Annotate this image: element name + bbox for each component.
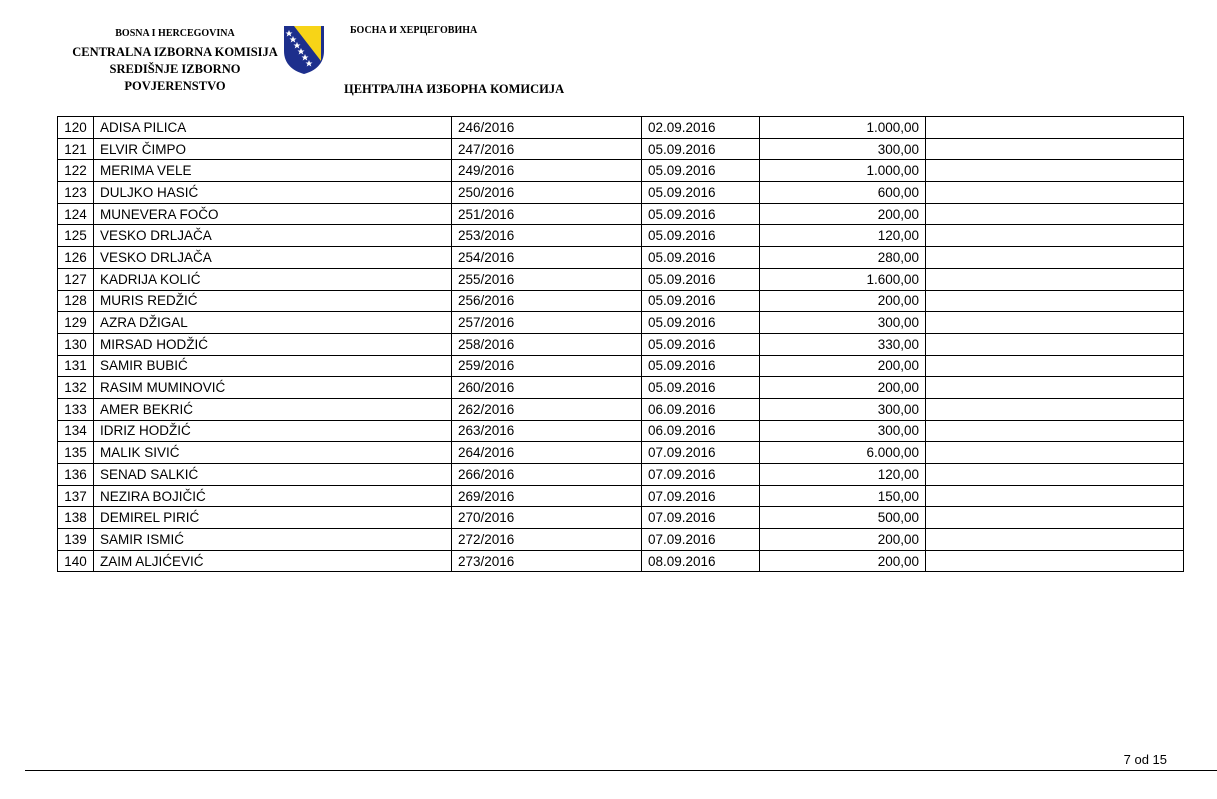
note-cell — [926, 442, 1184, 464]
payment-date-cell: 05.09.2016 — [642, 203, 760, 225]
amount-cell: 500,00 — [760, 507, 926, 529]
amount-cell: 300,00 — [760, 398, 926, 420]
note-cell — [926, 117, 1184, 139]
donor-name-cell: MIRSAD HODŽIĆ — [94, 333, 452, 355]
payment-date-cell: 07.09.2016 — [642, 485, 760, 507]
amount-cell: 200,00 — [760, 529, 926, 551]
table-row — [58, 247, 1184, 269]
payment-date-cell: 05.09.2016 — [642, 247, 760, 269]
header-commission-croatian: SREDIŠNJE IZBORNO POVJERENSTVO — [109, 62, 241, 93]
reference-number-cell: 264/2016 — [452, 442, 642, 464]
payment-date-cell: 05.09.2016 — [642, 268, 760, 290]
row-number-cell: 136 — [58, 464, 94, 486]
row-number-cell: 137 — [58, 485, 94, 507]
table-row — [58, 312, 1184, 334]
amount-cell: 120,00 — [760, 464, 926, 486]
row-number-cell: 140 — [58, 550, 94, 572]
note-cell — [926, 138, 1184, 160]
row-number-cell: 130 — [58, 333, 94, 355]
page-number: 7 od 15 — [1123, 752, 1167, 767]
footer-divider — [25, 770, 1217, 771]
payment-date-cell: 05.09.2016 — [642, 138, 760, 160]
reference-number-cell: 262/2016 — [452, 398, 642, 420]
header-latin — [60, 25, 290, 95]
payment-date-cell: 05.09.2016 — [642, 333, 760, 355]
donor-name-cell: ELVIR ČIMPO — [94, 138, 452, 160]
note-cell — [926, 268, 1184, 290]
donor-name-cell: ADISA PILICA — [94, 117, 452, 139]
amount-cell: 280,00 — [760, 247, 926, 269]
row-number-cell: 132 — [58, 377, 94, 399]
table-row — [58, 377, 1184, 399]
donor-name-cell: NEZIRA BOJIČIĆ — [94, 485, 452, 507]
reference-number-cell: 258/2016 — [452, 333, 642, 355]
donor-name-cell: AZRA DŽIGAL — [94, 312, 452, 334]
reference-number-cell: 256/2016 — [452, 290, 642, 312]
amount-cell: 200,00 — [760, 550, 926, 572]
donor-name-cell: SAMIR ISMIĆ — [94, 529, 452, 551]
amount-cell: 200,00 — [760, 377, 926, 399]
row-number-cell: 138 — [58, 507, 94, 529]
note-cell — [926, 312, 1184, 334]
payment-date-cell: 05.09.2016 — [642, 225, 760, 247]
payment-date-cell: 06.09.2016 — [642, 398, 760, 420]
table-row — [58, 160, 1184, 182]
note-cell — [926, 485, 1184, 507]
table-row — [58, 420, 1184, 442]
row-number-cell: 126 — [58, 247, 94, 269]
row-number-cell: 128 — [58, 290, 94, 312]
amount-cell: 1.000,00 — [760, 160, 926, 182]
amount-cell: 300,00 — [760, 420, 926, 442]
note-cell — [926, 355, 1184, 377]
payment-date-cell: 05.09.2016 — [642, 290, 760, 312]
table-row — [58, 182, 1184, 204]
note-cell — [926, 247, 1184, 269]
payment-date-cell: 05.09.2016 — [642, 312, 760, 334]
donor-name-cell: ZAIM ALJIĆEVIĆ — [94, 550, 452, 572]
table-row — [58, 485, 1184, 507]
row-number-cell: 125 — [58, 225, 94, 247]
row-number-cell: 139 — [58, 529, 94, 551]
header-commission-latin: CENTRALNA IZBORNA KOMISIJA — [72, 45, 278, 59]
table-row — [58, 507, 1184, 529]
payment-date-cell: 07.09.2016 — [642, 507, 760, 529]
table-row — [58, 333, 1184, 355]
table-row — [58, 550, 1184, 572]
reference-number-cell: 270/2016 — [452, 507, 642, 529]
note-cell — [926, 225, 1184, 247]
table-row — [58, 117, 1184, 139]
donor-name-cell: MALIK SIVIĆ — [94, 442, 452, 464]
donor-name-cell: VESKO DRLJAČA — [94, 247, 452, 269]
reference-number-cell: 247/2016 — [452, 138, 642, 160]
payment-date-cell: 05.09.2016 — [642, 160, 760, 182]
note-cell — [926, 182, 1184, 204]
header-commission-cyrillic: ЦЕНТРАЛНА ИЗБОРНА КОМИСИЈА — [344, 82, 565, 96]
table-row — [58, 268, 1184, 290]
reference-number-cell: 269/2016 — [452, 485, 642, 507]
payment-date-cell: 07.09.2016 — [642, 529, 760, 551]
row-number-cell: 134 — [58, 420, 94, 442]
donor-name-cell: DEMIREL PIRIĆ — [94, 507, 452, 529]
reference-number-cell: 254/2016 — [452, 247, 642, 269]
table-row — [58, 464, 1184, 486]
reference-number-cell: 266/2016 — [452, 464, 642, 486]
reference-number-cell: 251/2016 — [452, 203, 642, 225]
amount-cell: 200,00 — [760, 355, 926, 377]
note-cell — [926, 398, 1184, 420]
note-cell — [926, 550, 1184, 572]
reference-number-cell: 257/2016 — [452, 312, 642, 334]
amount-cell: 300,00 — [760, 312, 926, 334]
table-row — [58, 442, 1184, 464]
payment-date-cell: 07.09.2016 — [642, 442, 760, 464]
row-number-cell: 129 — [58, 312, 94, 334]
header-country-latin: BOSNA I HERCEGOVINA — [115, 28, 235, 39]
amount-cell: 120,00 — [760, 225, 926, 247]
note-cell — [926, 377, 1184, 399]
payment-date-cell: 05.09.2016 — [642, 355, 760, 377]
donor-name-cell: IDRIZ HODŽIĆ — [94, 420, 452, 442]
row-number-cell: 127 — [58, 268, 94, 290]
donor-name-cell: RASIM MUMINOVIĆ — [94, 377, 452, 399]
coat-of-arms-icon — [283, 25, 325, 75]
header-country-cyrillic: БОСНА И ХЕРЦЕГОВИНА — [350, 25, 478, 36]
row-number-cell: 124 — [58, 203, 94, 225]
note-cell — [926, 529, 1184, 551]
reference-number-cell: 249/2016 — [452, 160, 642, 182]
note-cell — [926, 333, 1184, 355]
row-number-cell: 120 — [58, 117, 94, 139]
reference-number-cell: 259/2016 — [452, 355, 642, 377]
amount-cell: 330,00 — [760, 333, 926, 355]
table-body — [58, 117, 1184, 572]
amount-cell: 1.000,00 — [760, 117, 926, 139]
table-row — [58, 225, 1184, 247]
table-row — [58, 355, 1184, 377]
donor-name-cell: MURIS REDŽIĆ — [94, 290, 452, 312]
amount-cell: 6.000,00 — [760, 442, 926, 464]
table-row — [58, 290, 1184, 312]
amount-cell: 200,00 — [760, 290, 926, 312]
row-number-cell: 135 — [58, 442, 94, 464]
donations-table — [57, 116, 1184, 572]
amount-cell: 600,00 — [760, 182, 926, 204]
donor-name-cell: MUNEVERA FOČO — [94, 203, 452, 225]
donor-name-cell: SAMIR BUBIĆ — [94, 355, 452, 377]
reference-number-cell: 272/2016 — [452, 529, 642, 551]
row-number-cell: 133 — [58, 398, 94, 420]
reference-number-cell: 253/2016 — [452, 225, 642, 247]
row-number-cell: 131 — [58, 355, 94, 377]
payment-date-cell: 08.09.2016 — [642, 550, 760, 572]
donor-name-cell: KADRIJA KOLIĆ — [94, 268, 452, 290]
amount-cell: 1.600,00 — [760, 268, 926, 290]
note-cell — [926, 160, 1184, 182]
donor-name-cell: SENAD SALKIĆ — [94, 464, 452, 486]
payment-date-cell: 02.09.2016 — [642, 117, 760, 139]
reference-number-cell: 246/2016 — [452, 117, 642, 139]
payment-date-cell: 07.09.2016 — [642, 464, 760, 486]
donor-name-cell: DULJKO HASIĆ — [94, 182, 452, 204]
note-cell — [926, 464, 1184, 486]
amount-cell: 200,00 — [760, 203, 926, 225]
table-row — [58, 529, 1184, 551]
donor-name-cell: AMER BEKRIĆ — [94, 398, 452, 420]
reference-number-cell: 255/2016 — [452, 268, 642, 290]
donor-name-cell: MERIMA VELE — [94, 160, 452, 182]
donor-name-cell: VESKO DRLJAČA — [94, 225, 452, 247]
reference-number-cell: 263/2016 — [452, 420, 642, 442]
amount-cell: 150,00 — [760, 485, 926, 507]
table-row — [58, 138, 1184, 160]
row-number-cell: 121 — [58, 138, 94, 160]
note-cell — [926, 420, 1184, 442]
row-number-cell: 122 — [58, 160, 94, 182]
reference-number-cell: 273/2016 — [452, 550, 642, 572]
table-row — [58, 203, 1184, 225]
note-cell — [926, 507, 1184, 529]
payment-date-cell: 05.09.2016 — [642, 182, 760, 204]
reference-number-cell: 250/2016 — [452, 182, 642, 204]
note-cell — [926, 203, 1184, 225]
payment-date-cell: 06.09.2016 — [642, 420, 760, 442]
table-row — [58, 398, 1184, 420]
payment-date-cell: 05.09.2016 — [642, 377, 760, 399]
note-cell — [926, 290, 1184, 312]
amount-cell: 300,00 — [760, 138, 926, 160]
row-number-cell: 123 — [58, 182, 94, 204]
reference-number-cell: 260/2016 — [452, 377, 642, 399]
